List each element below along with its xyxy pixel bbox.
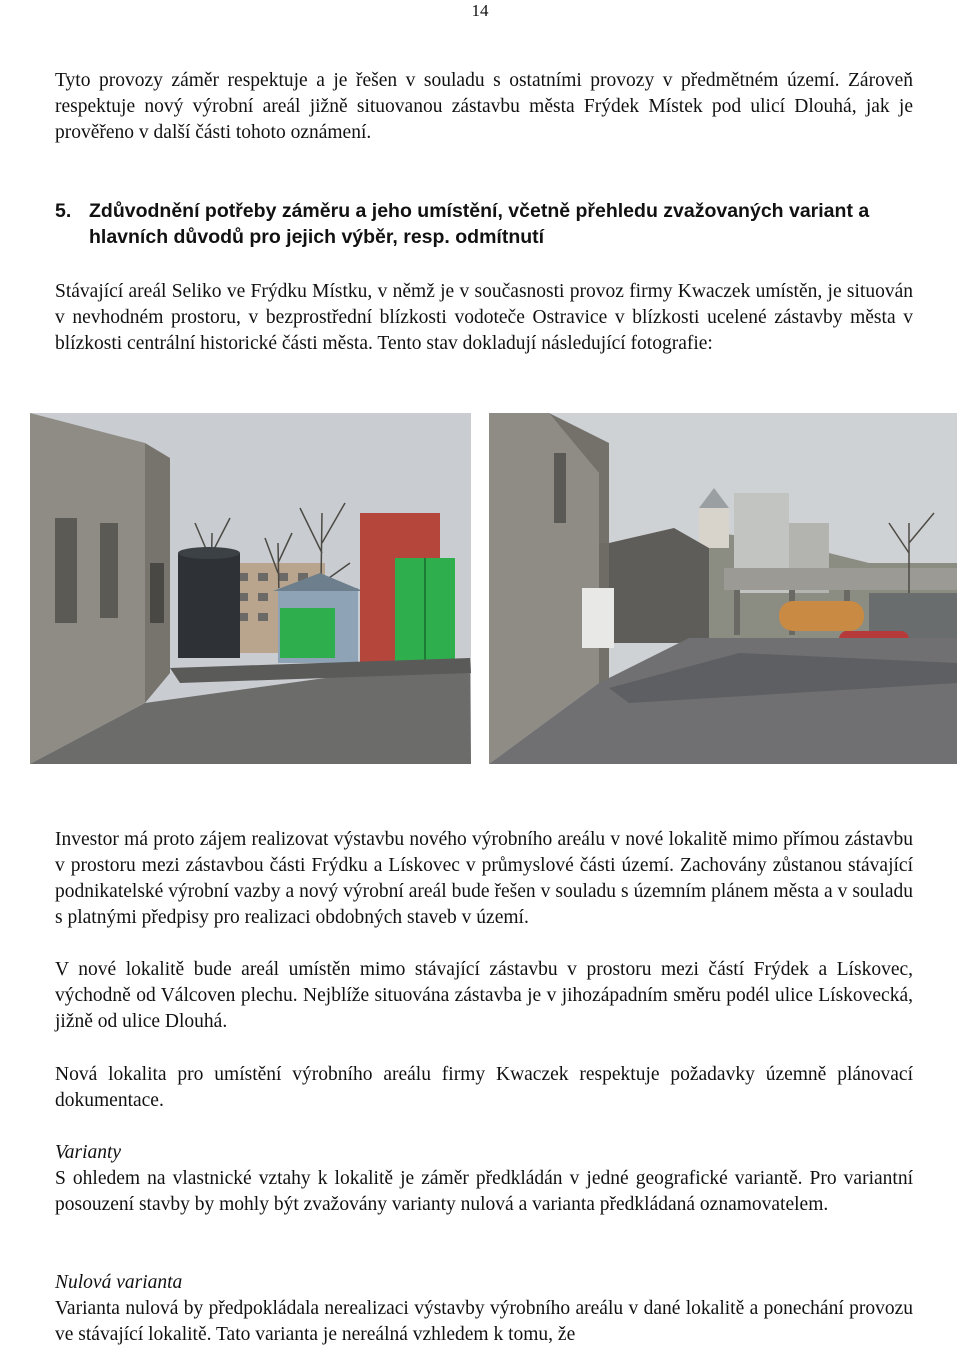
- zero-variant-heading: Nulová varianta: [55, 1272, 183, 1293]
- intro-paragraph: Tyto provozy záměr respektuje a je řešen v souladu s ostatními provozy v předmětném území. Zároveň respektuje nový výrobní areál jižně situovanou zástavbu města Frýdek Místek pod ulicí Dlouhá, jak je prověřeno v další části tohoto oznámení.: [55, 70, 913, 143]
- section-title: Zdůvodnění potřeby záměru a jeho umístění, včetně přehledu zvažovaných variant a hlavních důvodů pro jejich výběr, resp. odmítnutí: [89, 200, 870, 248]
- section-number: 5.: [55, 200, 72, 222]
- investor-paragraph: Investor má proto zájem realizovat výstavbu nového výrobního areálu v nové lokalitě mimo přímou zástavbu v prostoru mezi zástavbou části Frýdku a Lískovec v průmyslové části území. Zachovány zůstanou stávající podnikatelské výrobní vazby a nový výrobní areál bude řešen v souladu s územním plánem města a v souladu s platnými předpisy pro realizaci obdobných staveb v území.: [55, 829, 913, 928]
- new-location-paragraph: Nová lokalita pro umístění výrobního areálu firmy Kwaczek respektuje požadavky územně plánovací dokumentace.: [55, 1064, 913, 1111]
- page-number: 14: [471, 1, 489, 20]
- section-heading: [55, 198, 915, 250]
- variants-heading: Varianty: [55, 1142, 122, 1163]
- photo-industrial-yard: [489, 413, 957, 764]
- zero-variant-paragraph: Varianta nulová by předpokládala nerealizaci výstavby výrobního areálu v dané lokalitě a ponechání provozu ve stávající lokalitě. Tato varianta je nereálná vzhledem k tomu, že: [55, 1298, 913, 1345]
- existing-site-paragraph: Stávající areál Seliko ve Frýdku Místku, v němž je v současnosti provoz firmy Kwaczek umístěn, je situován v nevhodném prostoru, v bezprostřední blízkosti vodoteče Ostravice v blízkosti ucelené zástavby města v blízkosti centrální historické části města. Tento stav dokladují následující fotografie:: [55, 281, 913, 354]
- location-paragraph: V nové lokalitě bude areál umístěn mimo stávající zástavbu v prostoru mezi částí Frýdek a Lískovec, východně od Válcoven plechu. Nejblíže situována zástavba je v jihozápadním směru podél ulice Lískovecká, jižně od ulice Dlouhá.: [55, 959, 913, 1032]
- variants-paragraph: S ohledem na vlastnické vztahy k lokalitě je záměr předkládán v jedné geografické variantě. Pro variantní posouzení stavby by mohly být zvažovány varianty nulová a varianta předkládaná oznamovatelem.: [55, 1168, 913, 1215]
- photo-courtyard-left: [30, 413, 471, 764]
